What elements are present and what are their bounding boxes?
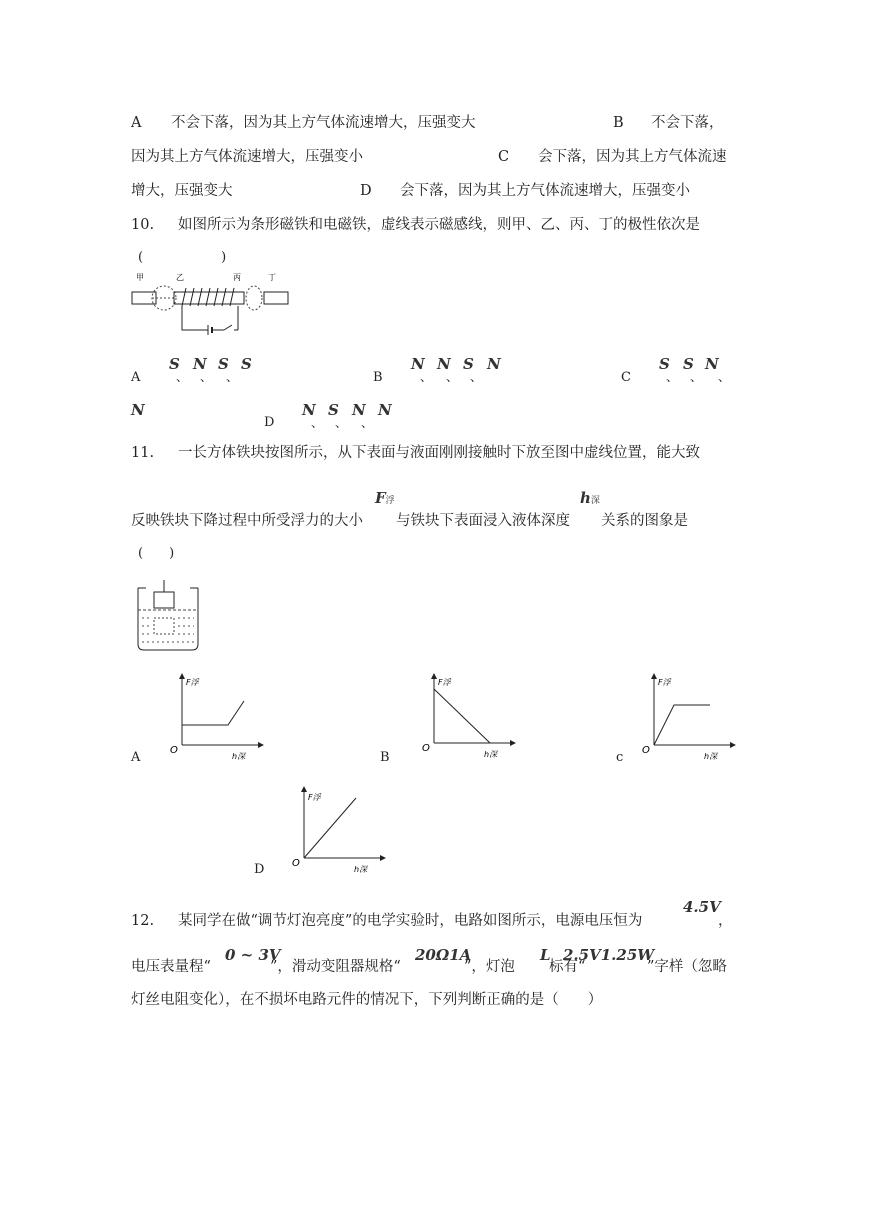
- graph-b-origin: O: [422, 743, 430, 754]
- graph-d-letter: D: [254, 862, 265, 877]
- q10-b-sep-2: 、: [446, 370, 459, 384]
- q11-stem-line-2c: 关系的图象是: [601, 513, 688, 529]
- q12-line-2e: ”字样（忽略: [647, 959, 727, 975]
- q9-option-b-continued: 因为其上方气体流速增大，压强变小: [131, 149, 363, 165]
- q11-stem-line-2b: 与铁块下表面浸入液体深度: [396, 513, 570, 529]
- q9-option-c-continued: 增大，压强变大: [131, 183, 233, 199]
- q10-b-sep-1: 、: [420, 370, 433, 384]
- graph-c-letter: c: [616, 750, 624, 765]
- q10-d-sep-2: 、: [335, 416, 348, 430]
- q11-f-buoyancy-symbol: F浮: [375, 489, 395, 507]
- q10-d-sep-3: 、: [361, 416, 374, 430]
- q10-stem: 如图所示为条形磁铁和电磁铁，虚线表示磁感线，则甲、乙、丙、丁的极性依次是: [178, 217, 700, 233]
- q9-option-d-text: 会下落，因为其上方气体流速增大，压强变小: [400, 183, 690, 199]
- q11-stem-line-2a: 反映铁块下降过程中所受浮力的大小: [131, 513, 363, 529]
- graph-b-y-label: F浮: [438, 678, 451, 687]
- q10-a-sep-3: 、: [226, 370, 239, 384]
- graph-a-y-label: F浮: [186, 678, 199, 687]
- q12-source-voltage: 4.5V: [683, 898, 721, 916]
- graph-c-origin: O: [642, 745, 650, 756]
- q11-stem-line-1: 一长方体铁块按图所示，从下表面与液面刚刚接触时下放至图中虚线位置，能大致: [178, 445, 700, 461]
- graph-c-y-label: F浮: [658, 678, 671, 687]
- q10-d-pole-1: N: [302, 401, 316, 419]
- q12-voltmeter-range: 0 ~ 3V: [225, 946, 281, 964]
- q9-option-a-text: 不会下落，因为其上方气体流速增大，压强变大: [171, 115, 476, 131]
- q10-b-pole-2: N: [437, 355, 451, 373]
- q10-a-pole-4: S: [241, 355, 252, 373]
- q10-c-pole-3: N: [705, 355, 719, 373]
- q10-b-pole-1: N: [411, 355, 425, 373]
- graph-d: [290, 786, 386, 878]
- q10-c-pole-4: N: [131, 401, 145, 419]
- q10-c-sep-3: 、: [718, 370, 731, 384]
- q12-line-2c: ”，灯泡: [464, 959, 515, 975]
- graph-a-x-label: h深: [232, 752, 246, 761]
- label-bing: 丙: [233, 273, 241, 282]
- graph-a-letter: A: [131, 750, 141, 765]
- graph-c: [640, 673, 736, 765]
- label-ding: 丁: [268, 273, 276, 282]
- q12-rheostat-spec: 20Ω1A: [415, 946, 472, 964]
- q12-line-2a: 电压表量程“: [131, 959, 211, 975]
- q9-option-b-letter: B: [613, 115, 624, 131]
- q10-c-pole-1: S: [659, 355, 670, 373]
- q10-c-sep-1: 、: [666, 370, 679, 384]
- q9-option-c-text: 会下落，因为其上方气体流速: [538, 149, 727, 165]
- q12-line-2d: 标有“: [549, 959, 586, 975]
- q10-b-pole-3: S: [463, 355, 474, 373]
- q10-answer-paren: ( ): [138, 250, 227, 265]
- graph-c-x-label: h深: [704, 752, 718, 761]
- graph-b: [420, 673, 516, 765]
- q10-d-sep-1: 、: [311, 416, 324, 430]
- graph-d-x-label: h深: [354, 865, 368, 874]
- q9-option-d-letter: D: [360, 183, 372, 199]
- q12-line-2b: ”，滑动变阻器规格“: [270, 959, 401, 975]
- q10-option-a-letter: A: [131, 370, 141, 385]
- q12-line-1: 某同学在做“调节灯泡亮度”的电学实验时，电路如图所示，电源电压恒为: [178, 913, 643, 929]
- magnet-electromagnet-diagram: [130, 270, 290, 342]
- q12-lamp-rating: 2.5V1.25W: [563, 946, 655, 964]
- q10-a-pole-1: S: [169, 355, 180, 373]
- q10-number: 10.: [131, 217, 155, 233]
- label-yi: 乙: [176, 273, 184, 282]
- label-jia: 甲: [136, 273, 144, 282]
- q9-option-c-letter: C: [498, 149, 510, 165]
- q12-line-1-comma: ，: [718, 913, 733, 929]
- q10-c-sep-2: 、: [690, 370, 703, 384]
- q12-lamp-symbol: L: [540, 946, 551, 964]
- q10-a-pole-2: N: [193, 355, 207, 373]
- graph-a: [168, 673, 264, 765]
- q12-number: 12.: [131, 913, 155, 929]
- graph-d-y-label: F浮: [308, 793, 321, 802]
- q11-h-depth-symbol: h深: [580, 489, 600, 507]
- q11-answer-paren: ( ): [138, 546, 175, 561]
- q10-option-c-letter: C: [621, 370, 631, 385]
- q10-b-pole-4: N: [487, 355, 501, 373]
- beaker-iron-block-diagram: [136, 580, 200, 652]
- q10-a-sep-1: 、: [176, 370, 189, 384]
- q10-d-pole-3: N: [352, 401, 366, 419]
- q10-d-pole-4: N: [378, 401, 392, 419]
- q10-a-sep-2: 、: [200, 370, 213, 384]
- q9-option-a-letter: A: [131, 115, 142, 131]
- graph-b-letter: B: [380, 750, 390, 765]
- q10-option-b-letter: B: [373, 370, 383, 385]
- graph-a-origin: O: [170, 745, 178, 756]
- graph-b-x-label: h深: [484, 750, 498, 759]
- q10-a-pole-3: S: [218, 355, 229, 373]
- q10-b-sep-3: 、: [470, 370, 483, 384]
- q12-line-3: 灯丝电阻变化），在不损坏电路元件的情况下，下列判断正确的是（ ）: [131, 992, 603, 1008]
- q9-option-b-text: 不会下落，: [651, 115, 724, 131]
- q10-c-pole-2: S: [683, 355, 694, 373]
- q10-option-d-letter: D: [264, 415, 275, 430]
- graph-d-origin: O: [292, 858, 300, 869]
- q10-d-pole-2: S: [328, 401, 339, 419]
- q11-number: 11.: [131, 445, 155, 461]
